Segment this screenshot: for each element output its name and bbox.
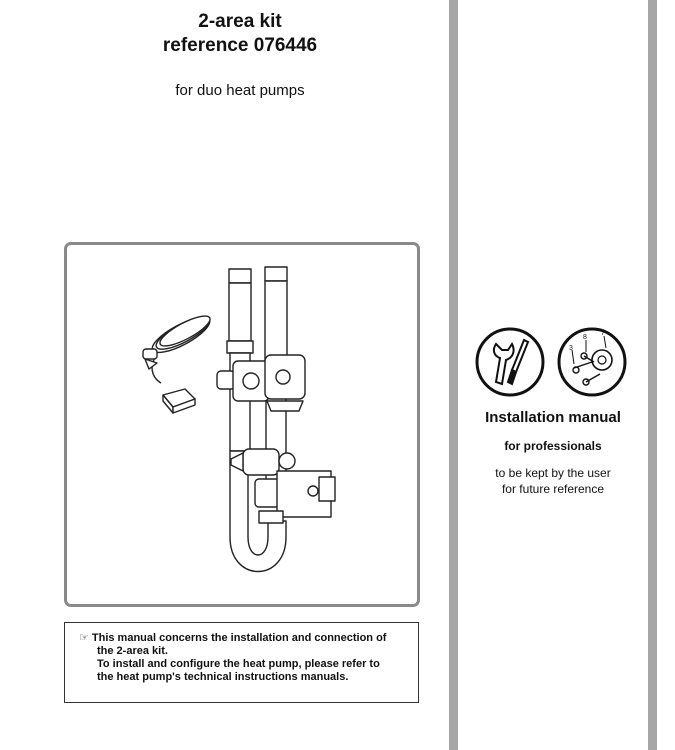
notice-line-1 <box>79 632 418 645</box>
part-label-8: 8 <box>583 334 587 341</box>
audience-label: for professionals <box>504 439 602 453</box>
product-illustration-frame <box>64 242 420 607</box>
document-subtitle: for duo heat pumps <box>175 82 305 99</box>
keep-note-line-1: to be kept by the user <box>495 466 611 480</box>
part-label-3: 3 <box>569 345 573 352</box>
notice-box <box>64 622 419 703</box>
pipe-left <box>227 269 253 451</box>
part-label-7: 7 <box>601 330 605 337</box>
divider-bar-left <box>449 0 458 750</box>
keep-note-line-2: for future reference <box>501 482 605 496</box>
notice-line-3: To install and configure the heat pump, please refer to <box>97 658 380 670</box>
wrench-screwdriver-icon <box>477 329 543 395</box>
pointing-hand-icon: ☞ <box>79 632 89 644</box>
notice-text-1: This manual concerns the installation and connection of <box>91 632 387 644</box>
manual-type-heading: Installation manual <box>485 409 621 426</box>
notice-line-4: the heat pump's technical instructions manuals. <box>97 671 349 683</box>
notice-line-2: the 2-area kit. <box>97 645 168 657</box>
product-illustration <box>67 245 417 604</box>
assembly-parts-icon <box>559 329 625 395</box>
manual-icons <box>474 326 634 398</box>
divider-bar-right <box>648 0 657 750</box>
document-reference: reference 076446 <box>162 35 318 56</box>
terminal-block-icon <box>163 389 195 413</box>
document-title: 2-area kit <box>198 11 282 32</box>
sensor-cable-icon <box>143 311 214 383</box>
